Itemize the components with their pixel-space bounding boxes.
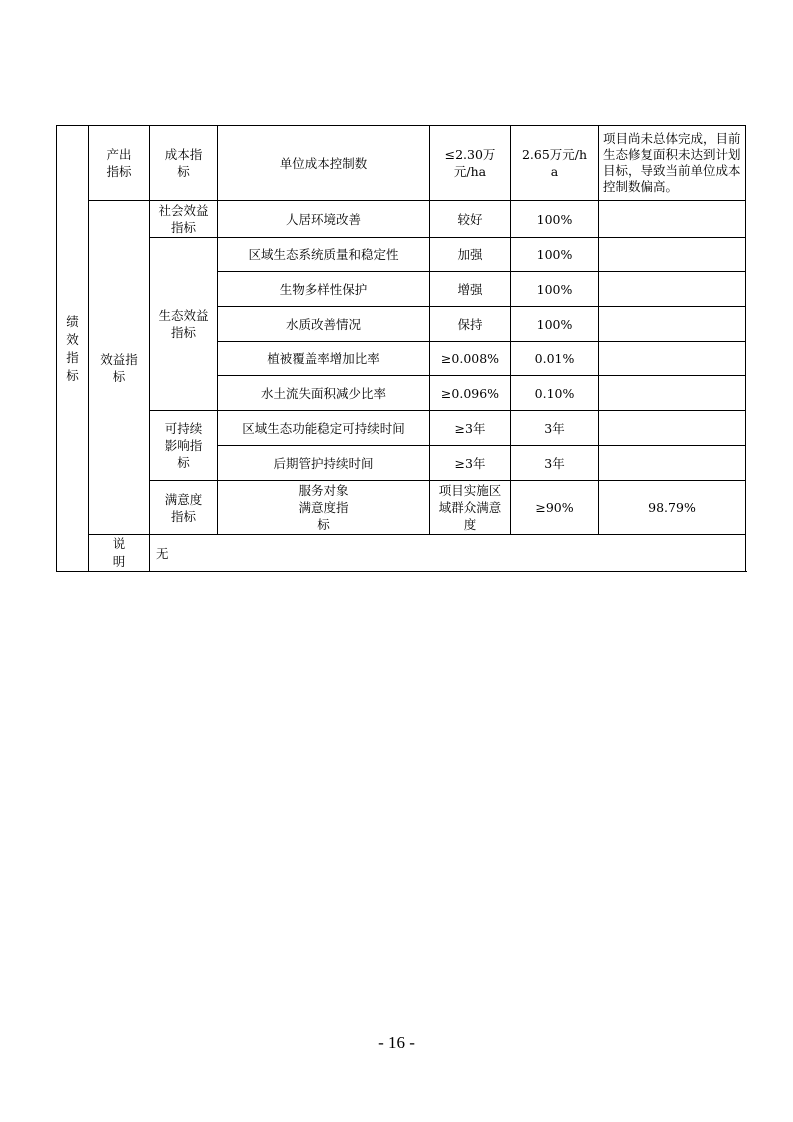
satisfaction-actual: 98.79% xyxy=(599,481,746,535)
ecological-note xyxy=(599,307,746,342)
satisfaction-subcategory: 服务对象满意度指标 xyxy=(298,483,349,532)
ecological-target: 加强 xyxy=(430,238,511,272)
benefit-category-cell xyxy=(89,201,150,535)
ecological-actual: 0.10% xyxy=(511,376,599,411)
sustainable-note xyxy=(599,411,746,446)
output-actual-cell xyxy=(511,126,599,201)
output-target-cell xyxy=(430,126,511,201)
ecological-indicator: 区域生态系统质量和稳定性 xyxy=(218,238,430,272)
satisfaction-category: 满意度指标 xyxy=(164,491,203,524)
ecological-actual: 100% xyxy=(511,272,599,307)
social-target: 较好 xyxy=(430,201,511,238)
sustainable-indicator: 后期管护持续时间 xyxy=(218,446,430,481)
sustainable-subcategory: 可持续影响指标 xyxy=(164,421,203,470)
ecological-actual: 100% xyxy=(511,238,599,272)
sustainable-actual: 3年 xyxy=(511,411,599,446)
output-target: ≤2.30万元/ha xyxy=(444,147,496,179)
output-indicator: 单位成本控制数 xyxy=(218,126,430,201)
satisfaction-subcategory-cell xyxy=(218,481,430,535)
sustainable-actual: 3年 xyxy=(511,446,599,481)
ecological-target: 增强 xyxy=(430,272,511,307)
ecological-target: ≥0.096% xyxy=(430,376,511,411)
output-note: 项目尚未总体完成，目前生态修复面积未达到计划目标，导致当前单位成本控制数偏高。 xyxy=(599,126,746,201)
ecological-note xyxy=(599,272,746,307)
ecological-note xyxy=(599,376,746,411)
sustainable-target: ≥3年 xyxy=(430,446,511,481)
social-note xyxy=(599,201,746,238)
remark-label: 说明 xyxy=(112,536,126,569)
page-number: - 16 - xyxy=(378,1033,415,1052)
section-label-cell xyxy=(57,126,89,572)
benefit-category: 效益指标 xyxy=(100,351,138,384)
ecological-target: ≥0.008% xyxy=(430,342,511,376)
performance-indicator-table xyxy=(56,125,746,572)
ecological-actual: 100% xyxy=(511,307,599,342)
sustainable-target: ≥3年 xyxy=(430,411,511,446)
social-subcategory-cell xyxy=(150,201,218,238)
ecological-subcategory-cell xyxy=(150,238,218,411)
ecological-note xyxy=(599,238,746,272)
output-subcategory: 成本指标 xyxy=(164,147,203,179)
output-category: 产出指标 xyxy=(106,147,132,179)
ecological-indicator: 水土流失面积减少比率 xyxy=(218,376,430,411)
ecological-note xyxy=(599,342,746,376)
sustainable-indicator: 区域生态功能稳定可持续时间 xyxy=(218,411,430,446)
ecological-indicator: 水质改善情况 xyxy=(218,307,430,342)
ecological-target: 保持 xyxy=(430,307,511,342)
output-category-cell xyxy=(89,126,150,201)
social-actual: 100% xyxy=(511,201,599,238)
ecological-indicator: 植被覆盖率增加比率 xyxy=(218,342,430,376)
satisfaction-indicator: 项目实施区域群众满意度 xyxy=(430,481,511,535)
output-subcategory-cell xyxy=(150,126,218,201)
remark-label-cell xyxy=(89,535,150,572)
remark-value: 无 xyxy=(150,535,746,572)
satisfaction-target: ≥90% xyxy=(511,481,599,535)
section-label: 绩效指标 xyxy=(66,313,79,383)
sustainable-subcategory-cell xyxy=(150,411,218,481)
social-subcategory: 社会效益指标 xyxy=(158,203,209,235)
ecological-actual: 0.01% xyxy=(511,342,599,376)
satisfaction-category-cell xyxy=(150,481,218,535)
sustainable-note xyxy=(599,446,746,481)
ecological-indicator: 生物多样性保护 xyxy=(218,272,430,307)
social-indicator: 人居环境改善 xyxy=(218,201,430,238)
ecological-subcategory: 生态效益指标 xyxy=(158,308,209,340)
output-actual: 2.65万元/ha xyxy=(521,147,588,179)
